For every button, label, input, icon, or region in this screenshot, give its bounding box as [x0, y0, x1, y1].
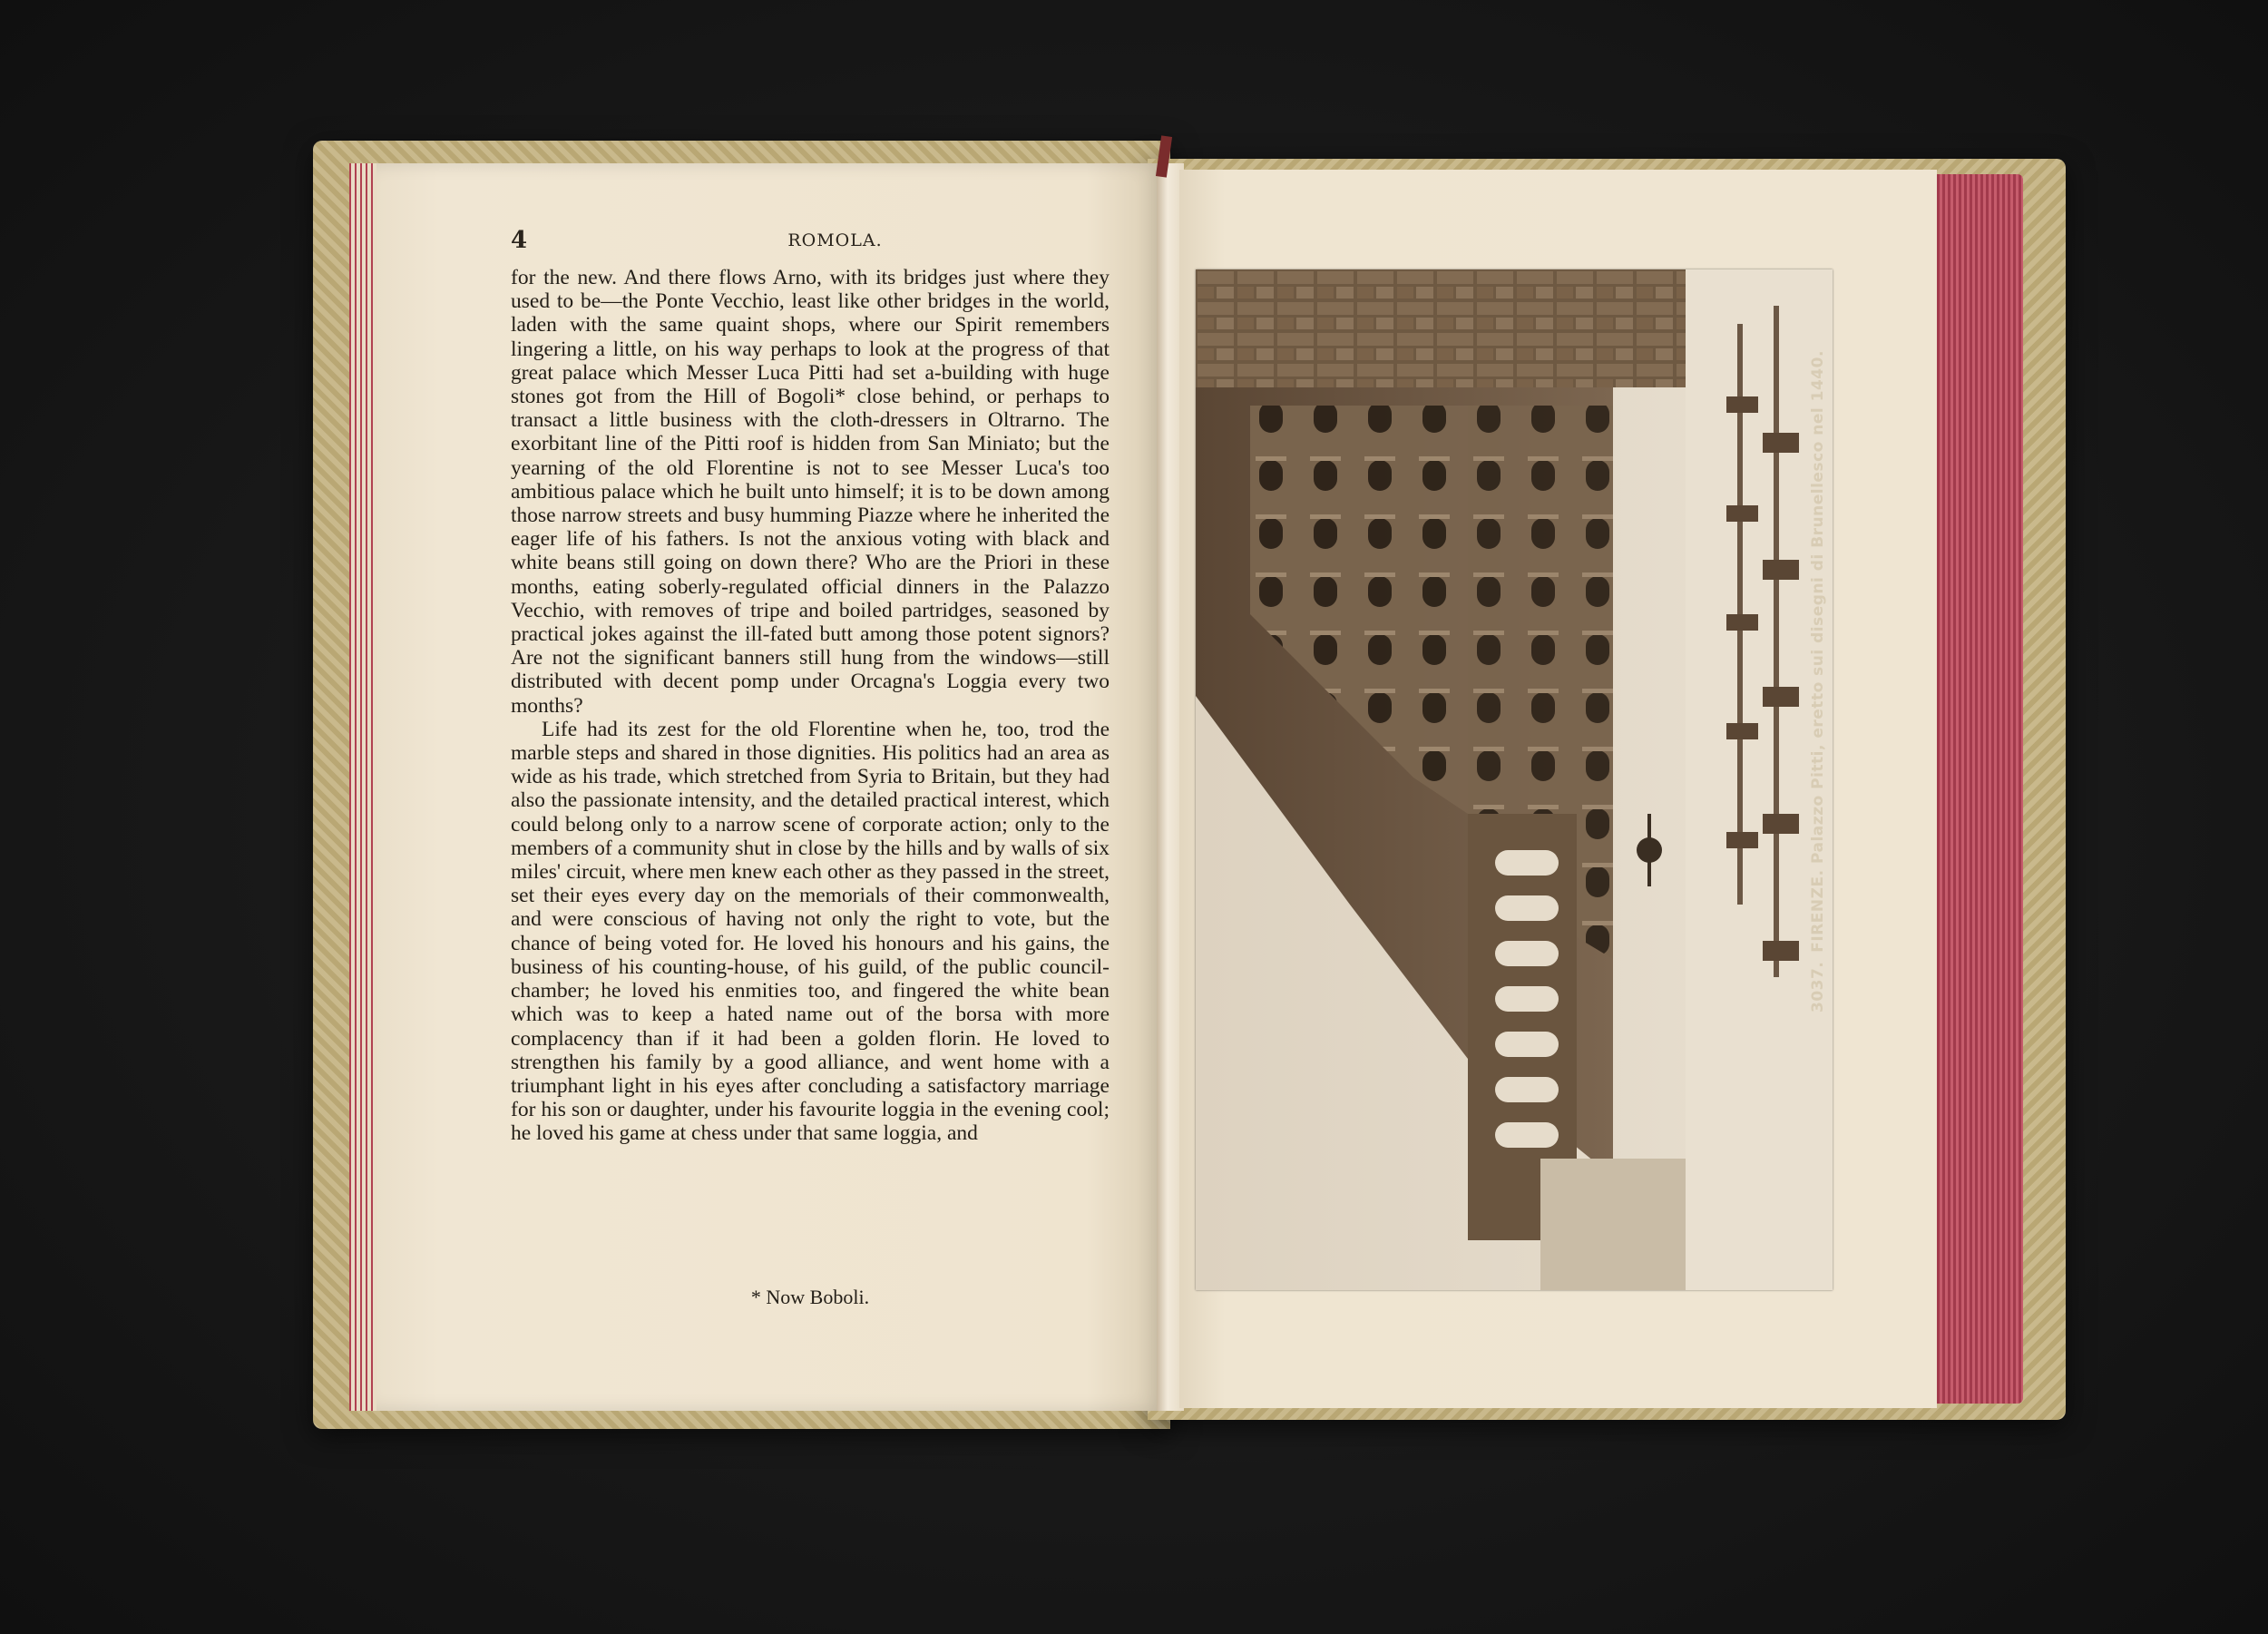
photograph-palazzo-pitti [1196, 269, 1833, 1290]
page-number: 4 [511, 227, 528, 254]
photo-caption-text: FIRENZE. Palazzo Pitti, eretto sui disegni di Brunellesco nel 1440. [1809, 350, 1827, 953]
page-edges-right [1937, 174, 2023, 1404]
running-head [511, 227, 1159, 263]
photo-caption [1809, 350, 1827, 1013]
paragraph-2: Life had its zest for the old Florentine when he, too, trod the marble steps and shared in those dignities. His politics had an area as wide as his trade, which stretched from Syria to Britain, but they had also the passionate intensity, and the detailed practical interest, which could belong only to a narrow scene of corporate action; only to the members of a community shut in close by the hills and by walls of six miles' circuit, where men knew each other as they passed in the street, set their eyes every day on the memorials of their commonwealth, and were conscious of having not only the right to vote, but the chance of being voted for. He loved his honours and his gains, the business of his counting-house, of his guild, of the public council-chamber; he loved his enmities too, and fingered the white bean which was to keep a hated name out of the borsa with more complacency than if it had been a golden florin. He loved to strengthen his family by a good alliance, and went home with a triumphant light in his eyes after concluding a satisfactory marriage for his son or daughter, under his favourite loggia in the evening cool; he loved his game at chess under that same loggia, and [511, 717, 1110, 1146]
paragraph-1: for the new. And there flows Arno, with its bridges just where they used to be—the Ponte Vecchio, least like other bridges in the world, laden with the same quaint shops, where our Spirit remembers lingering a little, on his way perhaps to look at the progress of that great palace which Messer Luca Pitti had set a-building with huge stones got from the Hill of Bogoli* close behind, or perhaps to transact a little business with the cloth-dressers in Oltrarno. The exorbitant line of the Pitti roof is hidden from San Miniato; but the yearning of the old Florentine is not to see Messer Luca's too ambitious palace which he built unto himself; it is to be down among those narrow streets and busy humming Piazze where he inherited the eager life of his fathers. Is not the anxious voting with black and white beans still going on down there? Who are the Priori in these months, eating soberly-regulated official dinners in the Palazzo Vecchio, with removes of tripe and boiled partridges, seasoned by practical jokes against the ill-fated butt among those potent signors? Are not the significant banners still hung from the windows—still distributed with decent pomp under Orcagna's Loggia every two months? [511, 266, 1110, 718]
footnote: * Now Boboli. [750, 1286, 870, 1308]
photo-caption-number: 3037. [1809, 961, 1827, 1013]
photo-image [1196, 269, 1833, 1290]
running-title: ROMOLA. [787, 230, 883, 250]
page-edges-left [349, 163, 376, 1411]
body-text [511, 266, 1110, 1146]
